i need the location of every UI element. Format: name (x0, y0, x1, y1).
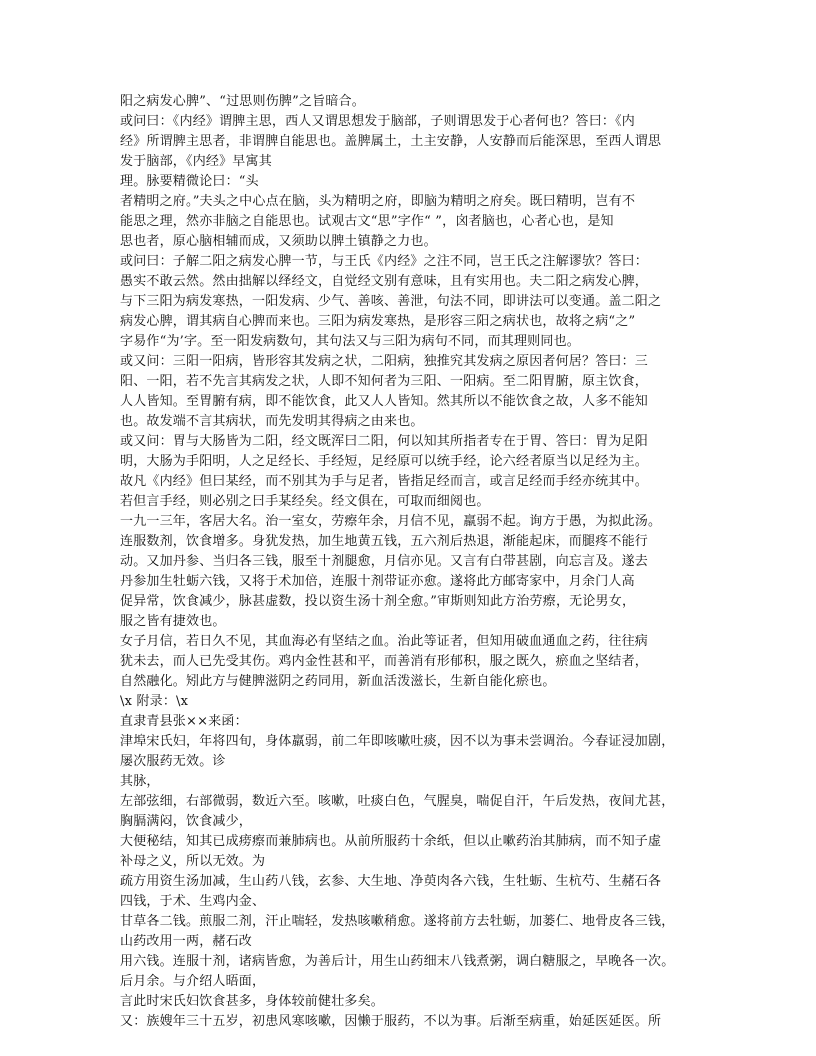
text-line: 屡次服药无效。诊 (120, 754, 226, 769)
text-line: 病发心脾，谓其病自心脾而来也。三阳为病发寒热，是形容三阳之病状也，故将之病“之” (120, 314, 636, 329)
text-line: 用六钱。连服十剂，诸病皆愈，为善后计，用生山药细末八钱煮粥，调白糖服之，早晚各一次。 (120, 954, 675, 969)
text-line: 一九一三年，客居大名。治一室女，劳瘵年余，月信不见，羸弱不起。询方于愚，为拟此汤。 (120, 514, 662, 529)
text-line: 发于脑部，《内经》早寓其 (120, 154, 272, 169)
text-line: 与下三阳为病发寒热，一阳发病、少气、善咳、善泄，句法不同，即讲法可以变通。盖二阳之 (120, 294, 662, 309)
text-line: 动。又加丹参、当归各三钱，服至十剂腿愈，月信亦见。又言有白带甚剧，向忘言及。遂去 (120, 554, 649, 569)
text-line: 四钱，于术、生鸡内金、 (120, 894, 266, 909)
text-line: 明，大肠为手阳明，人之足经长、手经短，足经原可以统手经，论六经者原当以足经为主。 (120, 454, 649, 469)
text-line: 津埠宋氏妇，年将四旬，身体羸弱，前二年即咳嗽吐痰，因不以为事未尝调治。今春证浸加剧， (120, 734, 675, 749)
text-line: 疏方用资生汤加减，生山药八钱，玄参、大生地、净萸肉各六钱，生牡蛎、生杭芍、生赭石各 (120, 874, 662, 889)
text-line: 促异常，饮食减少，脉甚虚数，投以资生汤十剂全愈。”审斯则知此方治劳瘵，无论男女， (120, 594, 636, 609)
text-line: 也。故发端不言其病状，而先发明其得病之由来也。 (120, 414, 424, 429)
text-line: 理。脉要精微论曰：“头 (120, 174, 259, 189)
text-line: 大便秘结，知其已成痨瘵而兼肺病也。从前所服药十余纸，但以止嗽药治其肺病，而不知子虚 (120, 834, 662, 849)
text-line: 补母之义，所以无效。为 (120, 854, 266, 869)
text-line: 言此时宋氏妇饮食甚多，身体较前健壮多矣。 (120, 994, 385, 1009)
text-line: 或问曰：子解二阳之病发心脾一节，与王氏《内经》之注不同，岂王氏之注解谬欤？答曰： (120, 254, 649, 269)
text-line: 字易作“为’字。至一阳发病数句，其句法又与三阳为病句不同，而其理则同也。 (120, 334, 580, 349)
text-line: 或又问：三阳一阳病，皆形容其发病之状，二阳病，独推究其发病之原因者何居？答曰：三 (120, 354, 649, 369)
text-line: 后月余。与介绍人晤面， (120, 974, 266, 989)
text-line: 愚实不敢云然。然由拙解以绎经文，自觉经文别有意味，且有实用也。夫二阳之病发心脾， (120, 274, 649, 289)
text-body (120, 92, 710, 1032)
text-line: 或问曰：《内经》谓脾主思，西人又谓思想发于脑部，子则谓思发于心者何也？答曰：《内 (120, 114, 636, 129)
text-line: 思也者，原心脑相辅而成，又须助以脾土镇静之力也。 (120, 234, 437, 249)
text-line: 若但言手经，则必别之曰手某经矣。经文俱在，可取而细阅也。 (120, 494, 490, 509)
text-line: \x 附录：\x (120, 694, 189, 709)
text-line: 阳、一阳，若不先言其病发之状，人即不知何者为三阳、一阳病。至二阳胃腑，原主饮食， (120, 374, 649, 389)
text-line: 能思之理，然亦非脑之自能思也。试观古文“思”字作“ ”，囟者脑也，心者心也，是知 (120, 214, 614, 229)
text-line: 经》所谓脾主思者，非谓脾自能思也。盖脾属土，土主安静，人安静而后能深思，至西人谓思 (120, 134, 662, 149)
text-line: 阳之病发心脾”、“过思则伤脾”之旨暗合。 (120, 94, 365, 109)
text-line: 胸膈满闷，饮食减少， (120, 814, 253, 829)
text-line: 山药改用一两，赭石改 (120, 934, 253, 949)
text-line: 丹参加生牡蛎六钱，又将于术加倍，连服十剂带证亦愈。遂将此方邮寄家中，月余门人高 (120, 574, 635, 589)
text-line: 犹未去，而人已先受其伤。鸡内金性甚和平，而善消有形郁积，服之既久，瘀血之坚结者， (120, 654, 649, 669)
text-line: 女子月信，若日久不见，其血海必有坚结之血。治此等证者，但知用破血通血之药，往往病 (120, 634, 649, 649)
text-line: 者精明之府。”夫头之中心点在脑，头为精明之府，即脑为精明之府矣。既曰精明，岂有不 (120, 194, 636, 209)
text-line: 又：族嫂年三十五岁，初患风寒咳嗽，因懒于服药，不以为事。后渐至病重，始延医延医。所 (120, 1014, 662, 1029)
text-line: 连服数剂，饮食增多。身犹发热，加生地黄五钱，五六剂后热退，渐能起床，而腿疼不能行 (120, 534, 649, 549)
text-line: 服之皆有捷效也。 (120, 614, 226, 629)
text-line: 其脉， (120, 774, 160, 789)
text-line: 故凡《内经》但曰某经，而不别其为手与足者，皆指足经而言，或言足经而手经亦统其中。 (120, 474, 649, 489)
text-line: 直隶青县张××来函： (120, 714, 248, 729)
text-line: 甘草各二钱。煎服二剂，汗止喘轻，发热咳嗽稍愈。遂将前方去牡蛎，加蒌仁、地骨皮各三钱， (120, 914, 675, 929)
text-line: 左部弦细，右部微弱，数近六至。咳嗽，吐痰白色，气腥臭，喘促自汗，午后发热，夜间尤甚， (120, 794, 675, 809)
text-line: 人人皆知。至胃腑有病，即不能饮食，此又人人皆知。然其所以不能饮食之故，人多不能知 (120, 394, 649, 409)
text-line: 自然融化。矧此方与健脾滋阴之药同用，新血活泼滋长，生新自能化瘀也。 (120, 674, 556, 689)
text-line: 或又问：胃与大肠皆为二阳，经文既浑曰二阳，何以知其所指者专在于胃、答曰：胃为足阳 (120, 434, 649, 449)
